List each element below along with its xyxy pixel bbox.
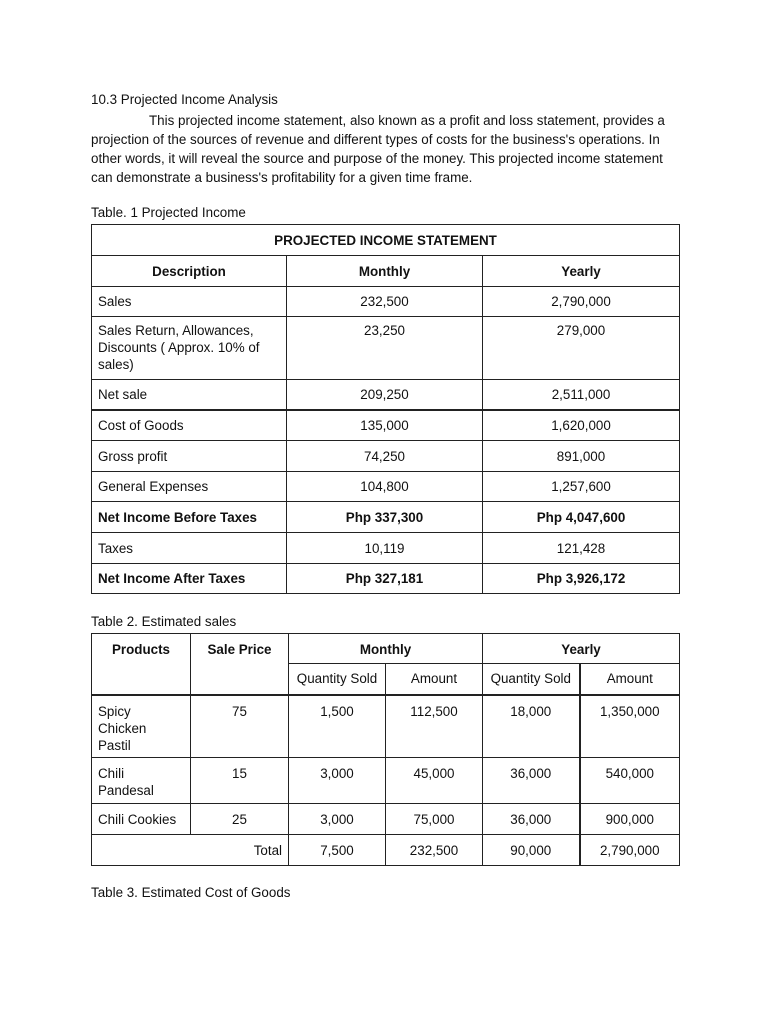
header-yearly: Yearly <box>483 256 680 287</box>
row-monthly: 232,500 <box>287 287 483 317</box>
yearly-quantity: 18,000 <box>483 695 580 758</box>
row-description: Taxes <box>92 533 287 564</box>
header-monthly-quantity: Quantity Sold <box>289 664 386 695</box>
table-row <box>92 287 680 317</box>
row-monthly: 23,250 <box>287 317 483 380</box>
row-yearly: 1,620,000 <box>483 410 680 441</box>
row-monthly: 209,250 <box>287 380 483 410</box>
row-monthly: 135,000 <box>287 410 483 441</box>
header-monthly: Monthly <box>287 256 483 287</box>
header-description: Description <box>92 256 287 287</box>
header-yearly-amount: Amount <box>580 664 680 695</box>
section-heading: 10.3 Projected Income Analysis <box>91 92 278 107</box>
table-row <box>92 804 680 835</box>
product-name: Chili Pandesal <box>92 758 191 804</box>
total-yearly-quantity: 90,000 <box>483 835 580 866</box>
estimated-sales-table <box>91 633 680 866</box>
row-monthly: 74,250 <box>287 441 483 472</box>
row-monthly: 104,800 <box>287 472 483 502</box>
header-monthly: Monthly <box>289 634 483 664</box>
row-description: Net Income After Taxes <box>92 564 287 594</box>
yearly-quantity: 36,000 <box>483 758 580 804</box>
table-row <box>92 695 680 758</box>
row-yearly: 121,428 <box>483 533 680 564</box>
table-row <box>92 472 680 502</box>
table-row <box>92 410 680 441</box>
yearly-amount: 1,350,000 <box>580 695 680 758</box>
header-yearly: Yearly <box>483 634 680 664</box>
sale-price: 15 <box>191 758 289 804</box>
yearly-amount: 900,000 <box>580 804 680 835</box>
row-description: General Expenses <box>92 472 287 502</box>
total-label: Total <box>92 835 289 866</box>
row-yearly: Php 3,926,172 <box>483 564 680 594</box>
row-monthly: Php 327,181 <box>287 564 483 594</box>
row-yearly: 891,000 <box>483 441 680 472</box>
total-monthly-amount: 232,500 <box>386 835 483 866</box>
product-name: Chili Cookies <box>92 804 191 835</box>
row-monthly: Php 337,300 <box>287 502 483 533</box>
row-description: Sales <box>92 287 287 317</box>
table2-caption: Table 2. Estimated sales <box>91 614 237 629</box>
table-row <box>92 533 680 564</box>
row-description: Net Income Before Taxes <box>92 502 287 533</box>
yearly-amount: 540,000 <box>580 758 680 804</box>
row-yearly: 2,790,000 <box>483 287 680 317</box>
monthly-quantity: 3,000 <box>289 758 386 804</box>
table-row <box>92 502 680 533</box>
header-sale-price: Sale Price <box>191 634 289 695</box>
sale-price: 25 <box>191 804 289 835</box>
intro-text: This projected income statement, also known as a profit and loss statement, provides a projection of the sources of revenue and different types of costs for the business's operations. In other words, it will reveal the source and purpose of the money. This projected income statement can demonstrate a business's profitability for a given time frame. <box>91 113 665 185</box>
row-description: Sales Return, Allowances, Discounts ( Approx. 10% of sales) <box>92 317 287 380</box>
header-products: Products <box>92 634 191 695</box>
total-yearly-amount: 2,790,000 <box>580 835 680 866</box>
table-row <box>92 380 680 410</box>
table-row <box>92 758 680 804</box>
row-yearly: Php 4,047,600 <box>483 502 680 533</box>
row-description: Cost of Goods <box>92 410 287 441</box>
row-yearly: 1,257,600 <box>483 472 680 502</box>
monthly-amount: 112,500 <box>386 695 483 758</box>
total-row <box>92 835 680 866</box>
table-row <box>92 564 680 594</box>
sale-price: 75 <box>191 695 289 758</box>
header-yearly-quantity: Quantity Sold <box>483 664 580 695</box>
header-monthly-amount: Amount <box>386 664 483 695</box>
monthly-quantity: 3,000 <box>289 804 386 835</box>
row-monthly: 10,119 <box>287 533 483 564</box>
intro-paragraph <box>91 111 683 187</box>
row-description: Gross profit <box>92 441 287 472</box>
table-row <box>92 441 680 472</box>
total-monthly-quantity: 7,500 <box>289 835 386 866</box>
monthly-amount: 45,000 <box>386 758 483 804</box>
row-yearly: 279,000 <box>483 317 680 380</box>
table1-title: PROJECTED INCOME STATEMENT <box>92 225 680 256</box>
monthly-quantity: 1,500 <box>289 695 386 758</box>
row-description: Net sale <box>92 380 287 410</box>
row-yearly: 2,511,000 <box>483 380 680 410</box>
product-name: Spicy Chicken Pastil <box>92 695 191 758</box>
table3-caption: Table 3. Estimated Cost of Goods <box>91 885 291 900</box>
monthly-amount: 75,000 <box>386 804 483 835</box>
table1-caption: Table. 1 Projected Income <box>91 205 246 220</box>
yearly-quantity: 36,000 <box>483 804 580 835</box>
table-row <box>92 317 680 380</box>
projected-income-table <box>91 224 680 594</box>
